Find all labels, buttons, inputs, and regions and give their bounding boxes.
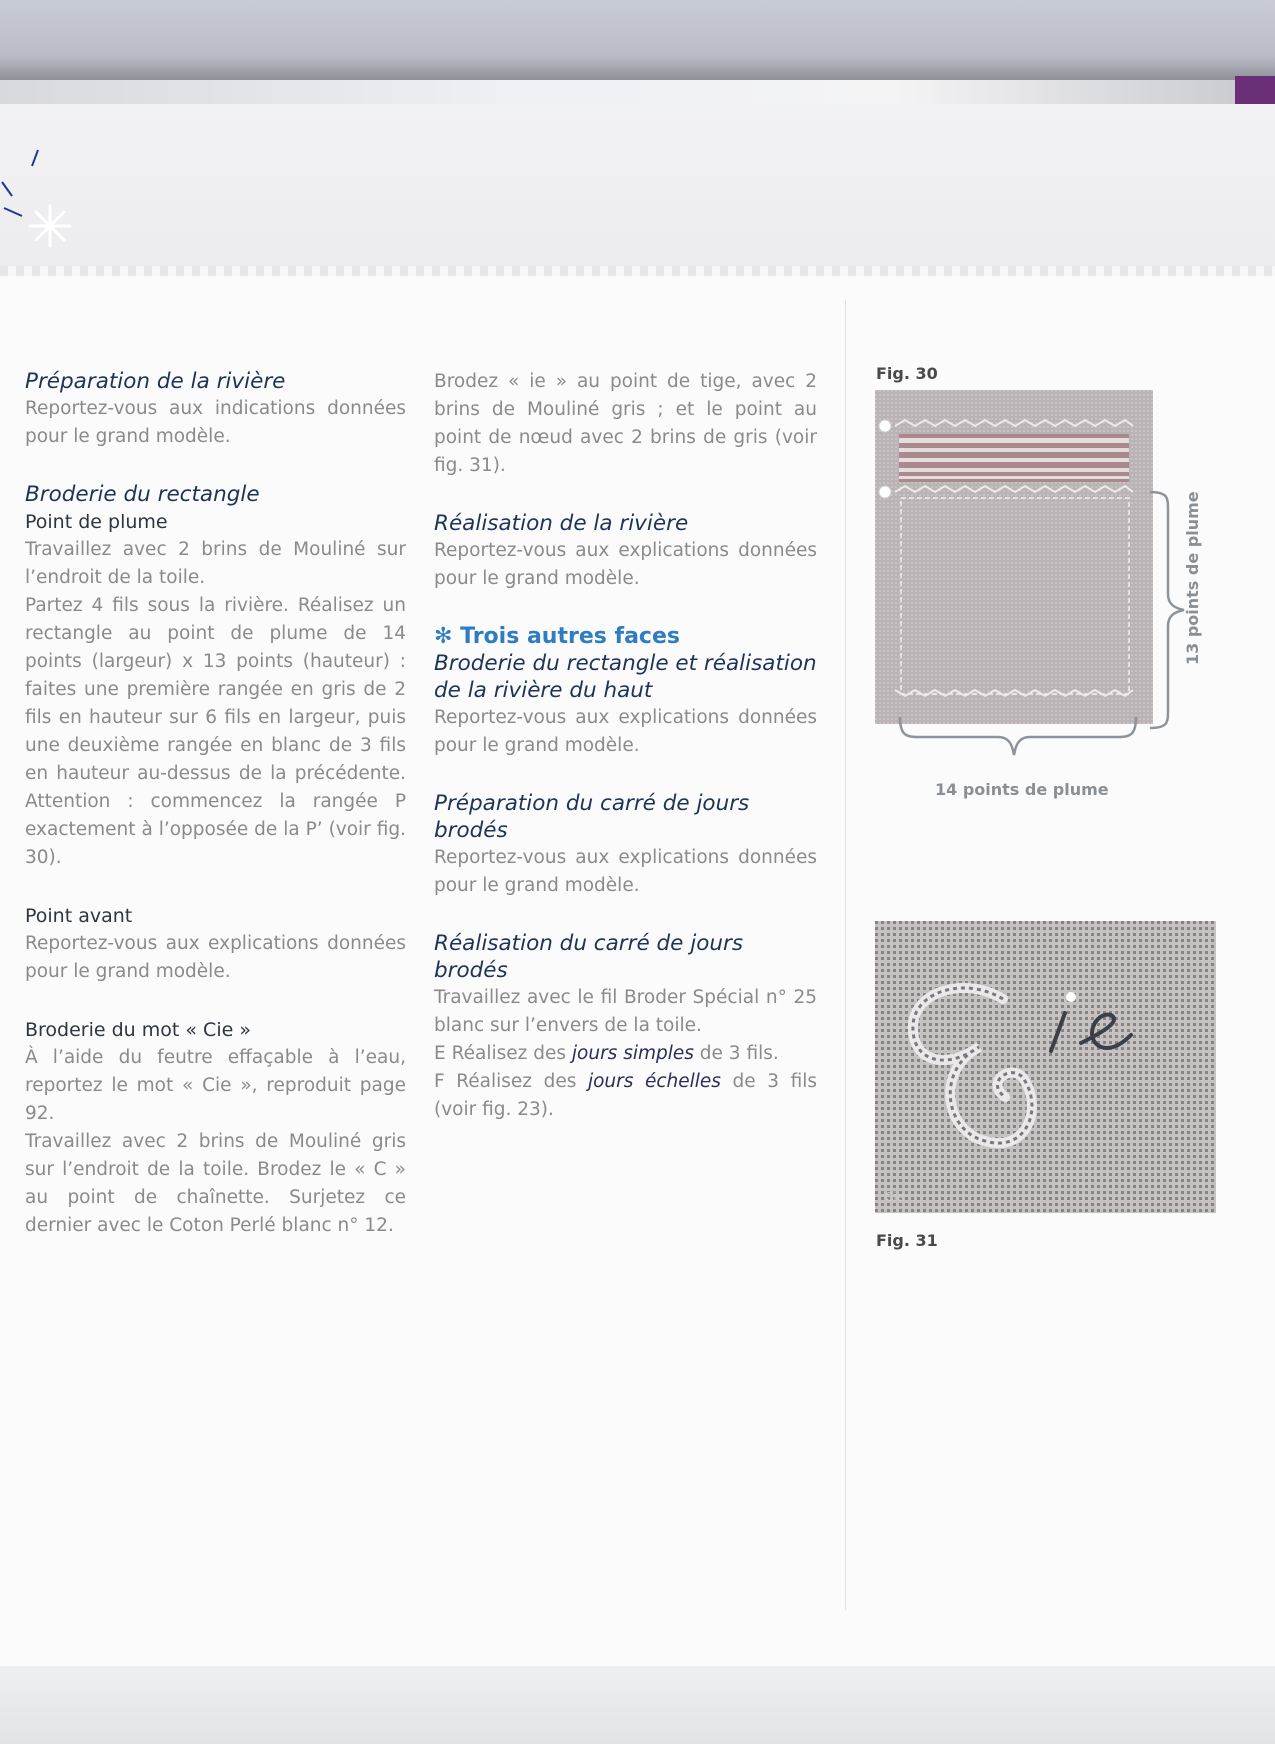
list-item-e: E Réalisez des jours simples de 3 fils. — [434, 1043, 779, 1064]
paragraph: Travaillez avec 2 brins de Mouliné gris sur l’endroit de la toile. Brodez le « C » au point de chaînette. Surjetez ce dernier avec le Coton Perlé blanc n° 12. — [25, 1131, 406, 1236]
paragraph: Reportez-vous aux indications données pour le grand modèle. — [25, 398, 406, 447]
fig30-caption: Fig. 30 — [876, 364, 938, 383]
subheading-broderie-mot: Broderie du mot « Cie » — [25, 1019, 251, 1041]
scan-binding-strip — [0, 80, 1275, 104]
fig30-embroidery-photo — [875, 390, 1153, 724]
subheading-point-avant: Point avant — [25, 905, 133, 927]
section-title — [434, 623, 817, 650]
snowflake-flourish-icon — [0, 148, 90, 258]
fig31-word: Cie — [885, 1190, 905, 1204]
header-lace-edge — [0, 266, 1275, 276]
list-item-f: F Réalisez des jours échelles de 3 fils (voir fig. 23). — [434, 1071, 818, 1120]
paragraph: Reportez-vous aux explications données pour le grand modèle. — [434, 847, 817, 896]
heading-broderie-rectangle: Broderie du rectangle — [25, 482, 260, 507]
page-header-band — [0, 104, 1275, 276]
asterisk-icon: ✻ — [434, 624, 453, 649]
paragraph: Reportez-vous aux explications données pour le grand modèle. — [434, 707, 817, 756]
heading-realisation-riviere: Réalisation de la rivière — [434, 511, 689, 536]
heading-realisation-carre: Réalisation du carré de jours brodés — [434, 931, 744, 983]
column-divider — [845, 300, 846, 1610]
heading-preparation-carre: Préparation du carré de jours brodés — [434, 791, 750, 843]
fig31-embroidery-photo — [875, 921, 1216, 1213]
scan-bottom-border — [0, 1666, 1275, 1744]
fig30-height-label: 13 points de plume — [1183, 491, 1202, 665]
heading-preparation-riviere: Préparation de la rivière — [25, 369, 286, 394]
section-title-text: Trois autres faces — [460, 624, 680, 649]
paragraph: Brodez « ie » au point de tige, avec 2 brins de Mouliné gris ; et le point au point de nœud avec 2 brins de gris (voir fig. 31). — [434, 371, 817, 476]
scan-top-border — [0, 0, 1275, 80]
paragraph: Reportez-vous aux explications données pour le grand modèle. — [434, 540, 817, 589]
heading-broderie-rectangle-riviere: Broderie du rectangle et réalisation de la rivière du haut — [434, 651, 817, 703]
paragraph: Reportez-vous aux explications données pour le grand modèle. — [25, 933, 406, 982]
paragraph: Travaillez avec le fil Broder Spécial n° 25 blanc sur l’envers de la toile. — [434, 987, 817, 1036]
paragraph: Travaillez avec 2 brins de Mouliné sur l’endroit de la toile. — [25, 539, 406, 588]
text-column-middle — [434, 368, 817, 1124]
paragraph: À l’aide du feutre effaçable à l’eau, reportez le mot « Cie », reproduit page 92. — [25, 1047, 406, 1124]
subheading-point-de-plume: Point de plume — [25, 511, 168, 533]
width-brace — [898, 715, 1140, 775]
fig30-width-label: 14 points de plume — [935, 780, 1109, 799]
page-tab-marker — [1235, 76, 1275, 104]
paragraph: Partez 4 fils sous la rivière. Réalisez un rectangle au point de plume de 14 points (largeur) x 13 points (hauteur) : faites une première rangée en gris de 2 fils en hauteur sur 6 fils en largeur, puis une deuxième rangée en blanc de 3 fils en hauteur au-dessus de la précédente. Attention : commencez la rangée P exactement à l’opposée de la P’ (voir fig. 30). — [25, 595, 406, 868]
text-column-left — [25, 368, 406, 1240]
fig31-caption: Fig. 31 — [876, 1231, 938, 1250]
